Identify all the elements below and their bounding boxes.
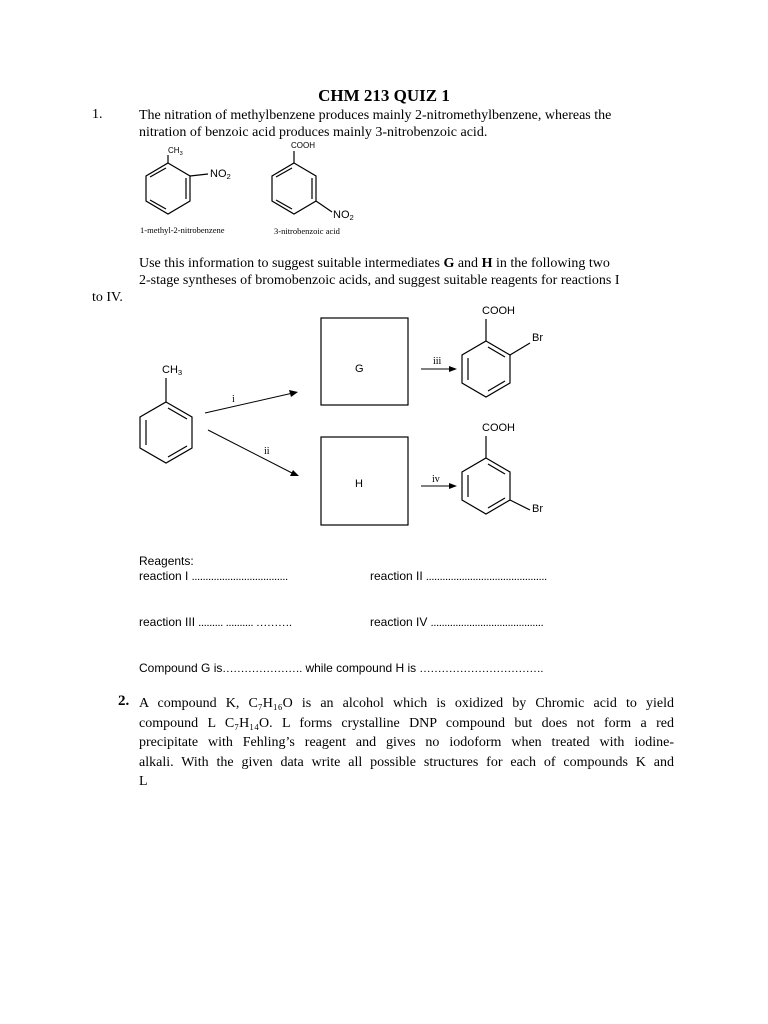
instruction-line-3: to IV. — [92, 290, 123, 305]
question-1-number: 1. — [92, 107, 103, 122]
arrow-i-label: i — [232, 394, 235, 405]
compound-g-blank[interactable]: …………………. — [222, 663, 303, 675]
question-2-line-3: precipitate with Fehling’s reagent and gives no iodoform when treated with iodine- — [139, 735, 674, 750]
reaction-iii-line: reaction III ......... .......... ………. — [139, 615, 292, 629]
box-g — [321, 318, 408, 405]
reaction-i-line: reaction I ................................... — [139, 569, 288, 583]
reaction-ii-blank[interactable]: ............................................ — [426, 571, 548, 583]
box-g-label: G — [355, 363, 364, 375]
reaction-iv-blank[interactable]: ......................................... — [430, 617, 544, 629]
question-1-intro-line-2: nitration of benzoic acid produces mainly 3-nitrobenzoic acid. — [139, 125, 488, 140]
box-h-label: H — [355, 478, 363, 490]
compound-h-blank[interactable]: ……………………………. — [419, 663, 544, 675]
reagents-heading: Reagents: — [139, 554, 194, 568]
question-2-line-1: A compound K, C₇H₁₆O is an alcohol which is oxidized by Chromic acid to yield — [139, 696, 674, 711]
product-bottom-br-label: Br — [532, 503, 543, 515]
instruction-line-2: 2-stage syntheses of bromobenzoic acids, and suggest suitable reagents for reactions I — [139, 273, 620, 288]
question-1-intro-line-1: The nitration of methylbenzene produces mainly 2-nitromethylbenzene, whereas the — [139, 108, 612, 123]
caption-methylnitrobenzene: 1-methyl-2-nitrobenzene — [140, 225, 225, 235]
carboxyl-group-label: COOH — [291, 141, 315, 150]
methyl-group-label: $CH_3$ — [168, 146, 183, 157]
arrow-iii-label: iii — [433, 356, 442, 367]
compound-identity-line: Compound G is…………………. while compound H is ……………………………. — [139, 661, 544, 675]
nitro-group-label-left: $NO_2$ — [210, 168, 231, 181]
question-2-line-2: compound L C₇H₁₄O. L forms crystalline DNP compound but does not form a red — [139, 715, 674, 731]
nitrobenzoic-acid-ring — [272, 151, 332, 214]
nitro-group-label-right: $NO_2$ — [333, 209, 354, 222]
arrow-iv-label: iv — [432, 474, 440, 485]
reaction-ii-line: reaction II ............................................ — [370, 569, 548, 583]
quiz-title: CHM 213 QUIZ 1 — [318, 86, 450, 105]
arrow-i — [205, 390, 298, 413]
toluene-methyl-label: $CH_3$ — [162, 364, 183, 377]
box-h — [321, 437, 408, 525]
arrow-ii-label: ii — [264, 446, 270, 457]
question-2-number: 2. — [118, 693, 130, 709]
product-bottom-cooh-label: COOH — [482, 422, 515, 434]
reaction-iv-line: reaction IV ......................................... — [370, 615, 544, 629]
question-2-body — [139, 694, 674, 792]
toluene-ring — [140, 378, 192, 463]
arrow-ii — [208, 430, 299, 476]
question-2-line-4: alkali. With the given data write all possible structures for each of compounds K and — [139, 754, 674, 770]
methylnitrobenzene-ring — [146, 155, 208, 214]
caption-nitrobenzoic-acid: 3-nitrobenzoic acid — [274, 226, 340, 236]
bromobenzoic-acid-top-ring — [462, 319, 530, 397]
reaction-i-blank[interactable]: ................................... — [191, 571, 288, 583]
reaction-iii-blank[interactable]: ......... .......... ………. — [198, 617, 292, 629]
product-top-br-label: Br — [532, 332, 543, 344]
product-top-cooh-label: COOH — [482, 305, 515, 317]
bromobenzoic-acid-bottom-ring — [462, 436, 530, 514]
question-2-line-5: L — [139, 774, 148, 789]
instruction-line-1: Use this information to suggest suitable intermediates G and H in the following two — [139, 256, 610, 271]
